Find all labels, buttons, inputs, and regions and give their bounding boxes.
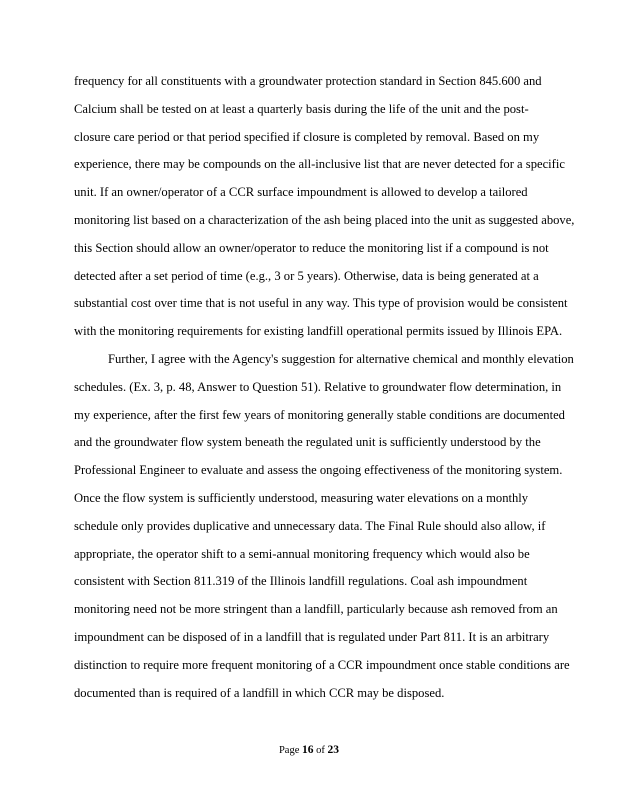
page-footer bbox=[0, 744, 618, 756]
text-line: impoundment can be disposed of in a landfill that is regulated under Part 811. It is an arbitrary bbox=[74, 629, 550, 644]
text-line: Calcium shall be tested on at least a quarterly basis during the life of the unit and the post- bbox=[74, 101, 529, 116]
text-line: with the monitoring requirements for existing landfill operational permits issued by Illinois EPA. bbox=[74, 324, 563, 339]
text-line: detected after a set period of time (e.g., 3 or 5 years). Otherwise, data is being generated at a bbox=[74, 268, 539, 283]
text-line: monitoring list based on a characterization of the ash being placed into the unit as suggested above, bbox=[74, 212, 575, 227]
text-line: experience, there may be compounds on the all-inclusive list that are never detected for a specific bbox=[74, 157, 565, 172]
text-line: substantial cost over time that is not useful in any way. This type of provision would be consistent bbox=[74, 296, 568, 311]
text-line: monitoring need not be more stringent than a landfill, particularly because ash removed from an bbox=[74, 602, 558, 617]
page-label: Page bbox=[278, 745, 300, 756]
text-line: documented than is required of a landfill in which CCR may be disposed. bbox=[74, 685, 445, 700]
document-body bbox=[74, 68, 574, 707]
text-line: distinction to require more frequent monitoring of a CCR impoundment once stable conditions are bbox=[74, 657, 570, 672]
text-line: my experience, after the first few years of monitoring generally stable conditions are documented bbox=[74, 407, 565, 422]
text-line: this Section should allow an owner/operator to reduce the monitoring list if a compound is not bbox=[74, 240, 549, 255]
text-line: closure care period or that period specified if closure is completed by removal. Based on my bbox=[74, 129, 540, 144]
text-line: schedules. (Ex. 3, p. 48, Answer to Question 51). Relative to groundwater flow determination, in bbox=[74, 379, 562, 394]
text-line: frequency for all constituents with a groundwater protection standard in Section 845.600 and bbox=[74, 74, 542, 88]
text-line: unit. If an owner/operator of a CCR surface impoundment is allowed to develop a tailored bbox=[74, 185, 528, 200]
text-line: appropriate, the operator shift to a semi-annual monitoring frequency which would also be bbox=[74, 546, 530, 561]
paragraph-first-line: Further, I agree with the Agency's suggestion for alternative chemical and monthly elevation bbox=[108, 351, 574, 366]
text-line: schedule only provides duplicative and unnecessary data. The Final Rule should also allow, if bbox=[74, 518, 546, 533]
text-line: consistent with Section 811.319 of the Illinois landfill regulations. Coal ash impoundment bbox=[74, 574, 528, 589]
text-line: and the groundwater flow system beneath the regulated unit is sufficiently understood by the bbox=[74, 435, 541, 450]
total-page-count: 23 bbox=[327, 744, 340, 756]
current-page-number: 16 bbox=[302, 744, 314, 756]
of-label: of bbox=[316, 745, 325, 756]
text-line: Professional Engineer to evaluate and assess the ongoing effectiveness of the monitoring system. bbox=[74, 463, 563, 478]
text-line: Once the flow system is sufficiently understood, measuring water elevations on a monthly bbox=[74, 490, 529, 505]
